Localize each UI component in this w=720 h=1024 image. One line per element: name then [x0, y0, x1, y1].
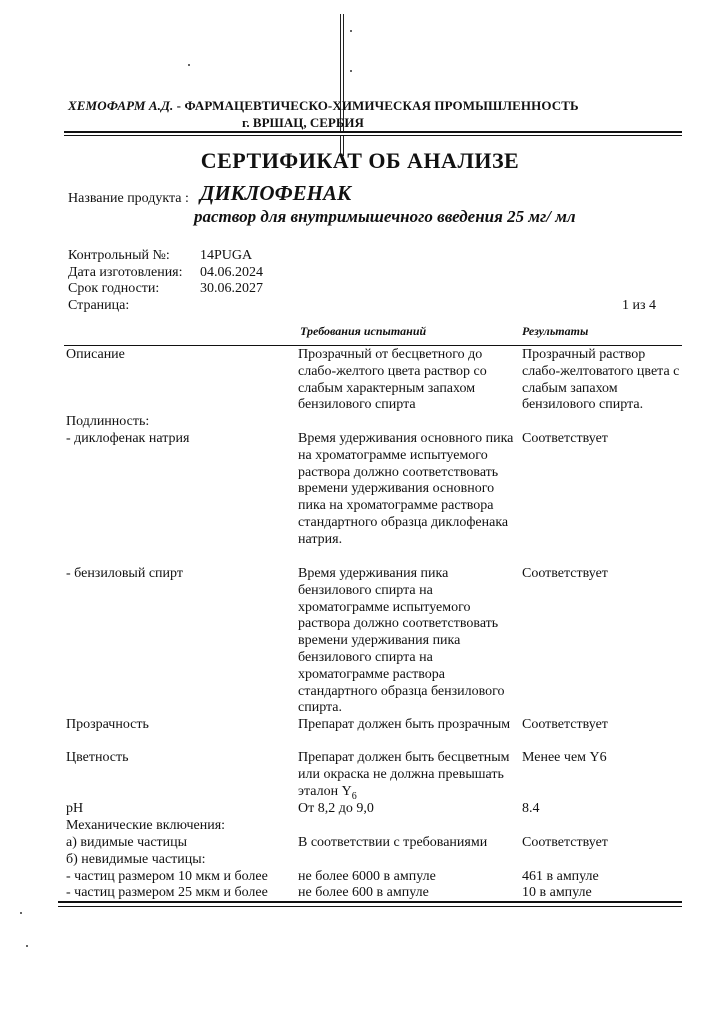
scan-artifact-dot — [350, 70, 352, 72]
expiry-label: Срок годности: — [68, 281, 160, 296]
footer-rule-thin — [58, 906, 682, 907]
row-name-25um: - частиц размером 25 мкм и более — [66, 885, 268, 900]
scan-artifact-dot — [188, 64, 190, 66]
row-req-benzyl: Время удерживания пика бензилового спирта на хроматограмме испытуемого раствора должно соответствовать времени удерживания пика бензилового спирта на хроматограмме раствора стандартного образца бензилового спирта. — [298, 566, 505, 716]
row-name-clarity: Прозрачность — [66, 717, 149, 732]
row-req-ph: От 8,2 до 9,0 — [298, 801, 374, 816]
row-name-visible: а) видимые частицы — [66, 835, 188, 850]
page-label: Страница: — [68, 297, 130, 313]
row-req-color — [298, 750, 518, 805]
row-name-diclofenac: - диклофенак натрия — [66, 431, 190, 446]
row-res-diclofenac: Соответствует — [522, 431, 608, 446]
row-res-visible: Соответствует — [522, 835, 608, 850]
scan-artifact-dot — [350, 30, 352, 32]
header-requirements: Требования испытаний — [300, 324, 427, 338]
row-req-clarity: Препарат должен быть прозрачным — [298, 717, 511, 732]
row-res-benzyl: Соответствует — [522, 566, 608, 581]
header-rule — [64, 131, 682, 133]
company-name: ХЕМОФАРМ А.Д. — [68, 98, 174, 113]
row-req-10um: не более 6000 в ампуле — [298, 869, 436, 884]
product-description: раствор для внутримышечного введения 25 мг/ мл — [194, 207, 576, 226]
row-res-description: Прозрачный раствор слабо-желтоватого цвета с слабым запахом бензилового спирта. — [522, 347, 680, 413]
row-req-diclofenac: Время удерживания основного пика на хроматограмме испытуемого раствора должно соответствовать времени удерживания основного пика на хроматограмме раствора стандартного образца диклофенака натрия. — [298, 431, 514, 547]
table-header-rule — [64, 345, 682, 346]
document-meta — [68, 248, 263, 314]
control-label: Контрольный №: — [68, 248, 170, 263]
row-name-benzyl: - бензиловый спирт — [66, 566, 183, 581]
company-description: - ФАРМАЦЕВТИЧЕСКО-ХИМИЧЕСКАЯ ПРОМЫШЛЕННОСТЬ — [173, 98, 579, 113]
row-res-ph: 8.4 — [522, 801, 540, 816]
row-res-10um: 461 в ампуле — [522, 869, 599, 884]
page-number: 1 из 4 — [622, 298, 657, 313]
row-req-description: Прозрачный от бесцветного до слабо-желтого цвета раствор со слабым характерным запахом бензилового спирта — [298, 347, 487, 413]
control-value: 14PUGA — [200, 248, 253, 263]
scan-artifact-dot — [20, 912, 22, 914]
product-label: Название продукта : — [68, 191, 189, 206]
header-rule-thin — [64, 135, 682, 136]
row-req-color-text: Препарат должен быть бесцветным или окраска не должна превышать эталон Y — [298, 750, 510, 799]
row-name-invisible: б) невидимые частицы: — [66, 852, 206, 867]
row-name-mechanical: Механические включения: — [66, 818, 226, 833]
row-req-visible: В соответствии с требованиями — [298, 835, 488, 850]
document-title: СЕРТИФИКАТ ОБ АНАЛИЗЕ — [200, 148, 520, 173]
company-city: г. ВРШАЦ, СЕРБИЯ — [242, 115, 364, 130]
expiry-value: 30.06.2027 — [200, 281, 263, 296]
row-name-description: Описание — [66, 347, 125, 362]
header-results: Результаты — [522, 324, 589, 338]
footer-rule — [58, 901, 682, 903]
row-res-25um: 10 в ампуле — [522, 885, 592, 900]
row-req-25um: не более 600 в ампуле — [298, 885, 429, 900]
row-name-identity: Подлинность: — [66, 414, 150, 429]
company-header — [68, 98, 579, 114]
row-req-color-subscript: 6 — [351, 790, 357, 802]
manufacture-value: 04.06.2024 — [200, 264, 263, 280]
row-res-clarity: Соответствует — [522, 717, 608, 732]
row-name-color: Цветность — [66, 750, 129, 765]
manufacture-label: Дата изготовления: — [68, 264, 183, 280]
row-res-color: Менее чем Y6 — [522, 750, 607, 765]
scan-artifact-dot — [26, 945, 28, 947]
product-name: ДИКЛОФЕНАК — [200, 181, 352, 205]
row-name-10um: - частиц размером 10 мкм и более — [66, 869, 268, 884]
row-name-ph: pH — [66, 801, 84, 816]
